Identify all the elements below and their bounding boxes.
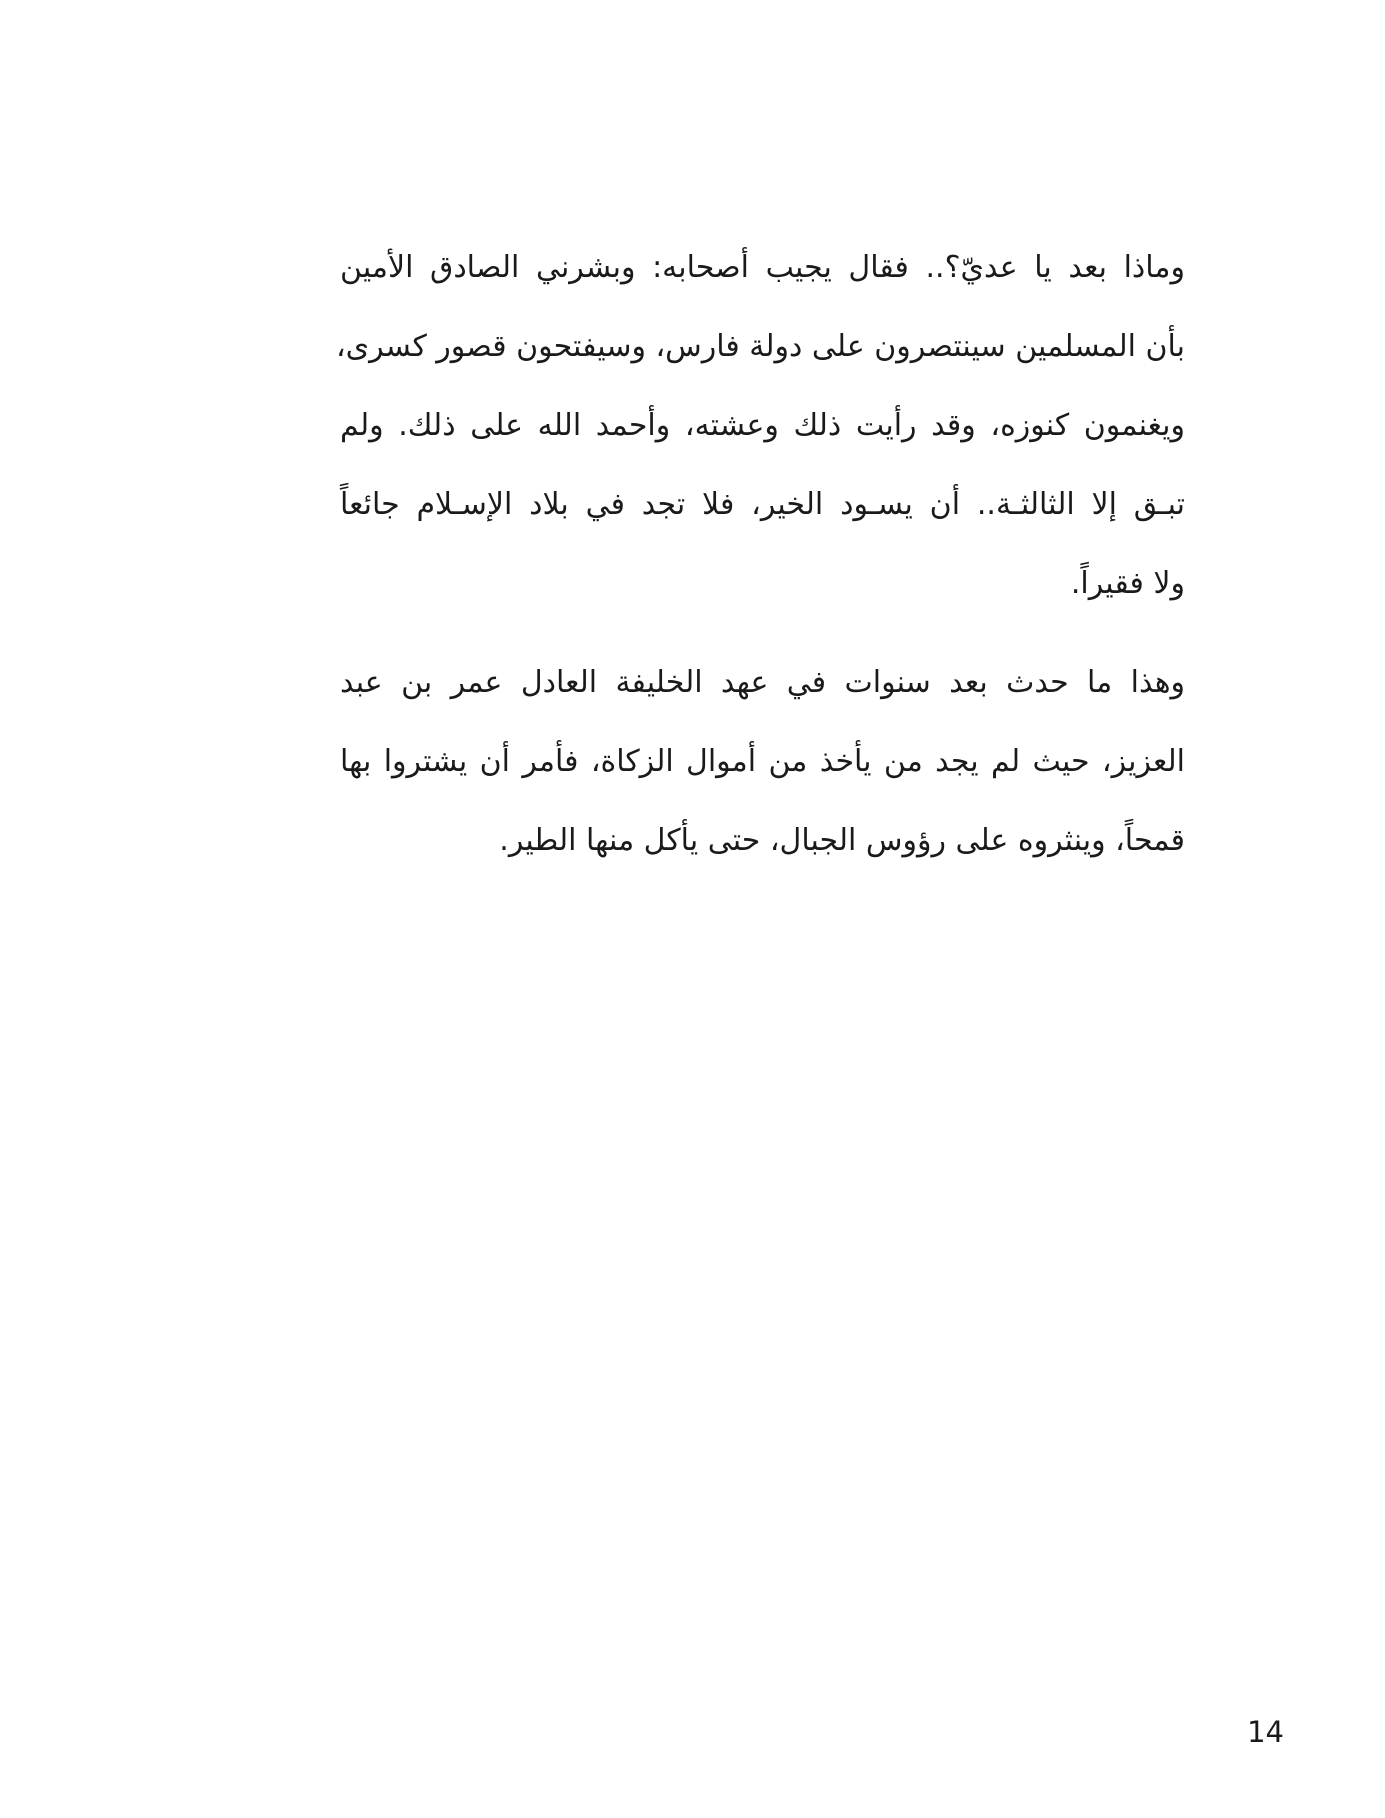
paragraph-line: بأن المسلمين سينتصرون على دولة فارس، وسيفتحون قصور كسرى، [335, 329, 1185, 364]
paragraph-1 [335, 228, 1185, 623]
paragraph-line: ولا فقيراً. [1070, 566, 1185, 601]
paragraph-line: وهذا ما حدث بعد سنوات في عهد الخليفة العادل عمر بن عبد [340, 665, 1185, 700]
paragraph-line: تبـق إلا الثالثـة.. أن يسـود الخير، فلا تجد في بلاد الإسـلام جائعاً [340, 487, 1185, 522]
page-number: 14 [1247, 1715, 1284, 1749]
paragraph-line: وماذا بعد يا عديّ؟.. فقال يجيب أصحابه: وبشرني الصادق الأمين [340, 250, 1185, 285]
paragraph-line: ويغنمون كنوزه، وقد رأيت ذلك وعشته، وأحمد الله على ذلك. ولم [340, 408, 1185, 443]
paragraph-line: العزيز، حيث لم يجد من يأخذ من أموال الزكاة، فأمر أن يشتروا بها [340, 744, 1185, 779]
paragraph-2 [340, 643, 1185, 880]
paragraph-line: قمحاً، وينثروه على رؤوس الجبال، حتى يأكل منها الطير. [499, 823, 1185, 858]
